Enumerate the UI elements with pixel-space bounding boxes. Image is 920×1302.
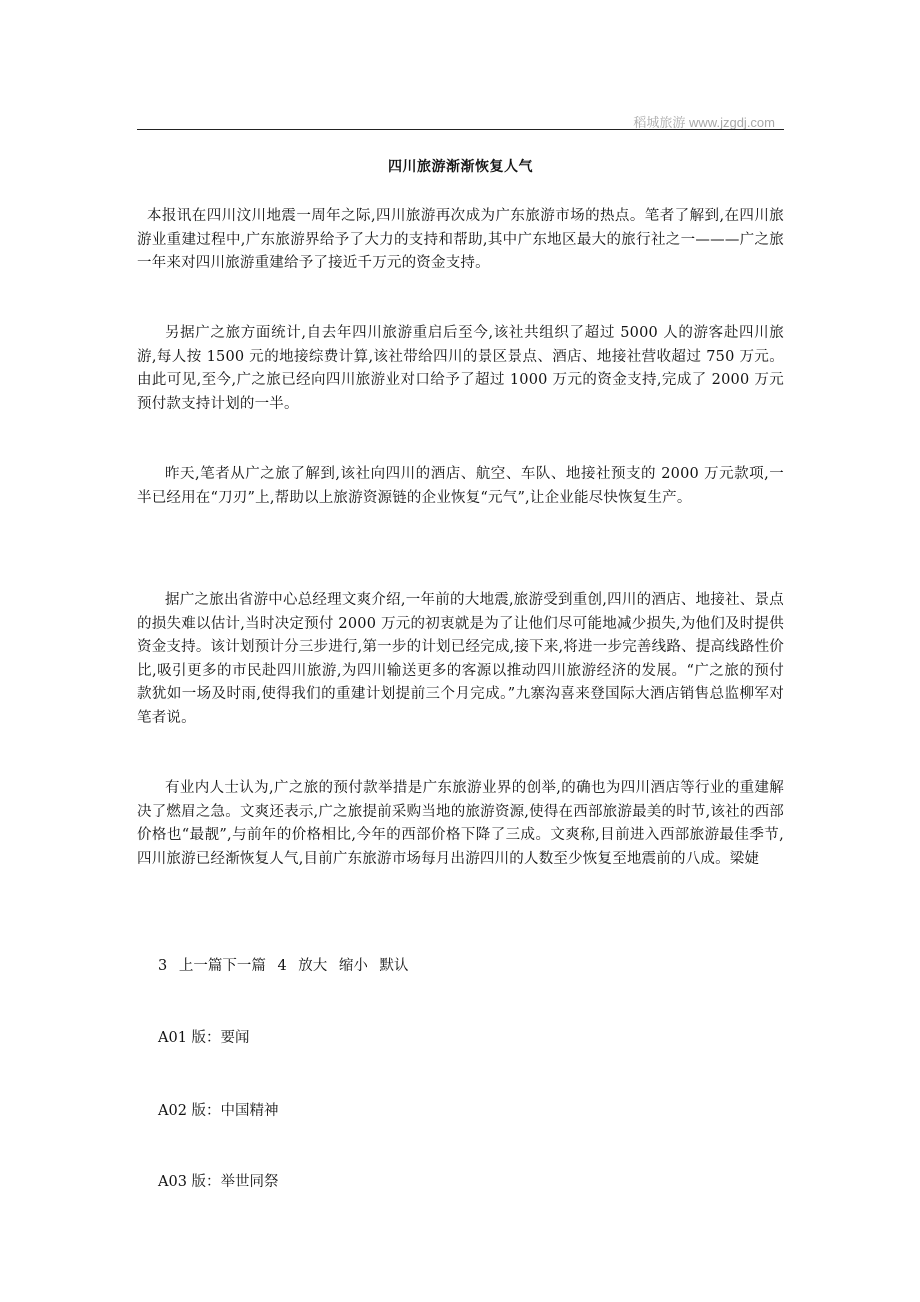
section-link-a01[interactable]: A01 版：要闻 xyxy=(158,1030,250,1046)
section-link-a03[interactable]: A03 版：举世同祭 xyxy=(158,1174,279,1190)
site-header-text[interactable]: 稻城旅游 www.jzgdj.com xyxy=(633,115,775,130)
article-navigation xyxy=(158,954,416,975)
zoom-in-button[interactable]: 放大 xyxy=(298,958,328,974)
article-paragraph-2: 另据广之旅方面统计,自去年四川旅游重启后至今,该社共组织了超过 5000 人的游客赴四川旅游,每人按 1500 元的地接综费计算,该社带给四川的景区景点、酒店、地接社营收超过 750 万元。由此可见,至今,广之旅已经向四川旅游业对口给予了超过 1000 万元的资金支持,完成了 2000 万元预付款支持计划的一半。 xyxy=(137,325,784,412)
header-divider xyxy=(137,129,784,130)
article-paragraph-1: 本报讯在四川汶川地震一周年之际,四川旅游再次成为广东旅游市场的热点。笔者了解到,在四川旅游业重建过程中,广东旅游界给予了大力的支持和帮助,其中广东地区最大的旅行社之一———广之旅一年来对四川旅游重建给予了接近千万元的资金支持。 xyxy=(137,208,784,271)
zoom-out-button[interactable]: 缩小 xyxy=(338,958,368,974)
article-paragraph-4: 据广之旅出省游中心总经理文爽介绍,一年前的大地震,旅游受到重创,四川的酒店、地接社、景点的损失难以估计,当时决定预付 2000 万元的初衷就是为了让他们尽可能地减少损失,为他们及时提供资金支持。该计划预计分三步进行,第一步的计划已经完成,接下来,将进一步完善线路、提高线路性价比,吸引更多的市民赴四川旅游,为四川输送更多的客源以推动四川旅游经济的发展。“广之旅的预付款犹如一场及时雨,使得我们的重建计划提前三个月完成。”九寨沟喜来登国际大酒店销售总监柳军对笔者说。 xyxy=(137,592,784,726)
section-link-a02[interactable]: A02 版：中国精神 xyxy=(158,1103,279,1119)
prev-page-number-link[interactable]: 3 xyxy=(158,958,168,974)
article-paragraph-5: 有业内人士认为,广之旅的预付款举措是广东旅游业界的创举,的确也为四川酒店等行业的重建解决了燃眉之急。文爽还表示,广之旅提前采购当地的旅游资源,使得在西部旅游最美的时节,该社的西部价格也“最靓”,与前年的价格相比,今年的西部价格下降了三成。文爽称,目前进入西部旅游最佳季节,四川旅游已经渐恢复人气,目前广东旅游市场每月出游四川的人数至少恢复至地震前的八成。梁婕 xyxy=(137,780,784,867)
next-page-number-link[interactable]: 4 xyxy=(277,958,287,974)
article-title: 四川旅游渐渐恢复人气 xyxy=(388,159,533,175)
prev-next-article-link[interactable]: 上一篇下一篇 xyxy=(178,958,266,974)
article-paragraph-3: 昨天,笔者从广之旅了解到,该社向四川的酒店、航空、车队、地接社预支的 2000 万元款项,一半已经用在“刀刃”上,帮助以上旅游资源链的企业恢复“元气”,让企业能尽快恢复生产。 xyxy=(137,466,784,506)
default-size-button[interactable]: 默认 xyxy=(379,958,409,974)
